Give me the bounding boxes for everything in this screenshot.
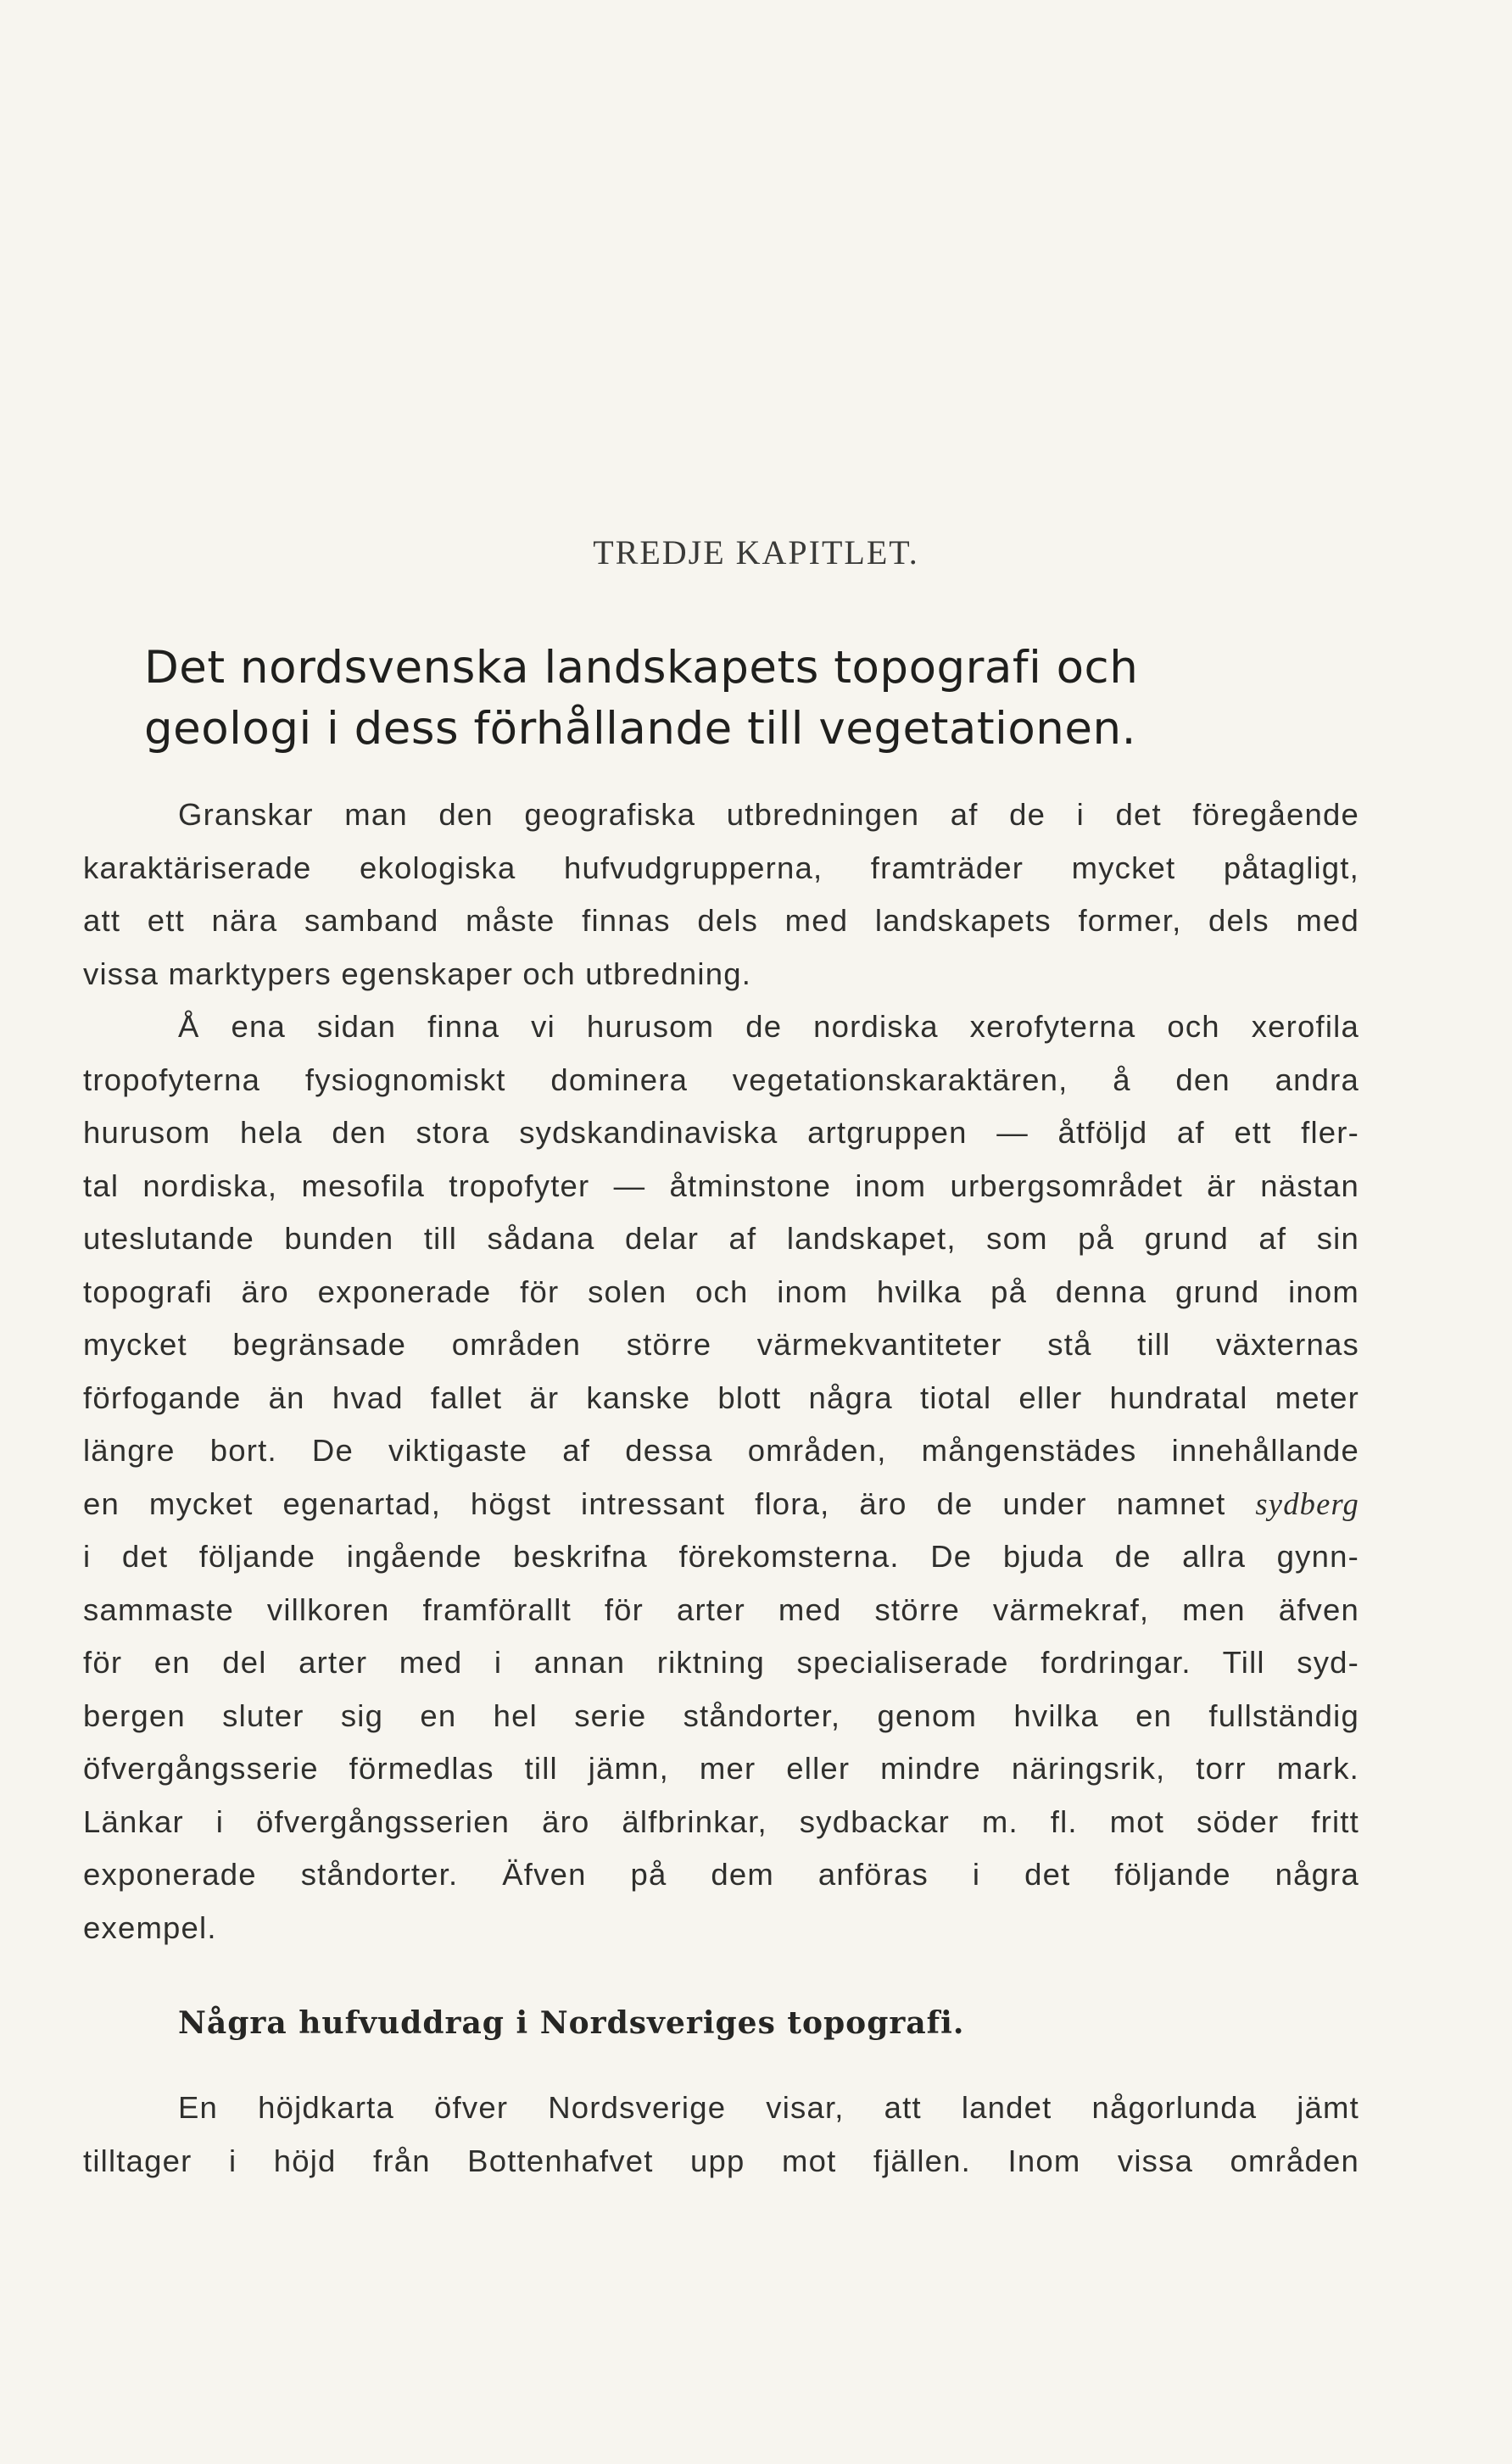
- text-line: uteslutande bunden till sådana delar af landskapet, som på grund af sin: [83, 1221, 1359, 1256]
- chapter-title-line: Det nordsvenska landskapets topografi och: [144, 642, 1139, 694]
- italic-term: sydberg: [1255, 1486, 1359, 1521]
- text-line: längre bort. De viktigaste af dessa områden, mångenstädes innehållande: [83, 1433, 1359, 1468]
- text-line: En höjdkarta öfver Nordsverige visar, att landet någorlunda jämt: [178, 2090, 1359, 2125]
- paragraph-3: [83, 2082, 1359, 2188]
- text-line: Å ena sidan finna vi hurusom de nordiska xerofyterna och xerofila: [178, 1009, 1359, 1044]
- text-line: öfvergångsserie förmedlas till jämn, mer eller mindre näringsrik, torr mark.: [83, 1751, 1359, 1786]
- text-line: Länkar i öfvergångsserien äro älfbrinkar, sydbackar m. fl. mot söder fritt: [83, 1803, 1359, 1839]
- text-line: topografi äro exponerade för solen och inom hvilka på denna grund inom: [83, 1274, 1359, 1309]
- text-line: bergen sluter sig en hel serie ståndorter, genom hvilka en fullständig: [83, 1697, 1359, 1733]
- text-line-with-term: [83, 1478, 1359, 1531]
- text-line: förfogande än hvad fallet är kanske blott några tiotal eller hundratal meter: [83, 1380, 1359, 1415]
- text-line: tal nordiska, mesofila tropofyter — åtminstone inom urbergsområdet är nästan: [83, 1168, 1359, 1203]
- text-line: för en del arter med i annan riktning specialiserade fordringar. Till syd-: [83, 1645, 1359, 1680]
- text-line: exponerade ståndorter. Äfven på dem anföras i det följande några: [83, 1857, 1359, 1892]
- text-line: hurusom hela den stora sydskandinaviska artgruppen — åtföljd af ett fler-: [83, 1115, 1359, 1150]
- chapter-title: [144, 638, 1399, 760]
- text-line: exempel.: [83, 1909, 217, 1945]
- chapter-heading: TREDJE KAPITLET.: [593, 533, 919, 571]
- text-line: mycket begränsade områden större värmekvantiteter stå till växternas: [83, 1327, 1359, 1362]
- text-line: Granskar man den geografiska utbredningen af de i det föregående: [178, 797, 1359, 832]
- text-line: tropofyterna fysiognomiskt dominera vegetationskaraktären, å den andra: [83, 1062, 1359, 1097]
- paragraph-2: [83, 1001, 1359, 1954]
- text-line: sammaste villkoren framförallt för arter med större värmekraf, men äfven: [83, 1592, 1359, 1627]
- paragraph-1: [83, 789, 1359, 1001]
- section-subheading: Några hufvuddrag i Nordsveriges topografi.: [178, 2005, 965, 2041]
- text-line: att ett nära samband måste finnas dels med landskapets former, dels med: [83, 903, 1359, 938]
- text-line: tilltager i höjd från Bottenhafvet upp mot fjällen. Inom vissa områden: [83, 2143, 1359, 2178]
- text-line: vissa marktypers egenskaper och utbredning.: [83, 956, 752, 991]
- chapter-title-line: geologi i dess förhållande till vegetationen.: [144, 703, 1136, 755]
- text-line: karaktäriserade ekologiska hufvudgrupperna, framträder mycket påtagligt,: [83, 850, 1359, 885]
- text-line: i det följande ingående beskrifna förekomsterna. De bjuda de allra gynn-: [83, 1539, 1359, 1574]
- text-fragment: en mycket egenartad, högst intressant flora, äro de under namnet: [83, 1486, 1226, 1521]
